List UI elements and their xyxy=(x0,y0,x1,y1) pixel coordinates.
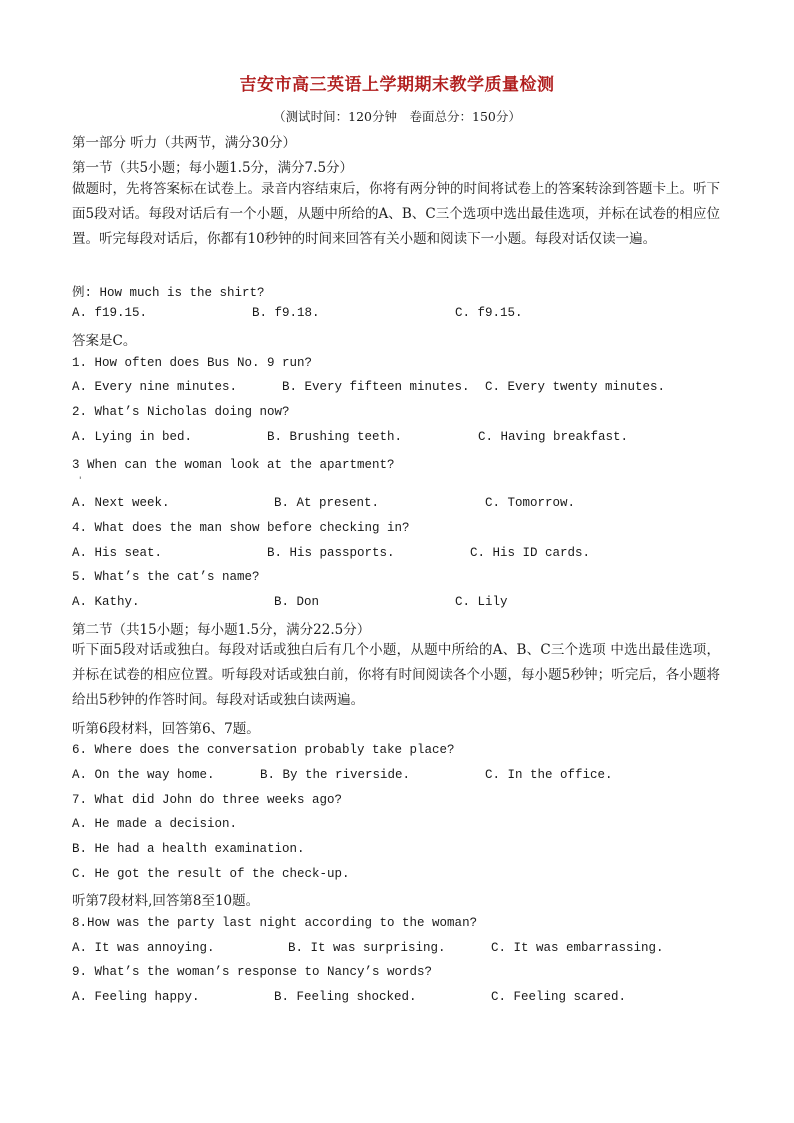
question-9: 9. What’s the woman’s response to Nancy’s words? xyxy=(72,965,433,979)
question-3-option-b: B. At present. xyxy=(274,496,380,510)
example-option-c: C. f9.15. xyxy=(455,306,523,320)
section2-heading: 第二节（共15小题；每小题1.5分，满分22.5分） xyxy=(72,622,371,638)
question-7-option-a: A. He made a decision. xyxy=(72,817,238,831)
question-6: 6. Where does the conversation probably take place? xyxy=(72,743,455,757)
question-1-option-b: B. Every fifteen minutes. xyxy=(282,380,470,394)
example-option-b: B. f9.18. xyxy=(252,306,320,320)
question-6-option-a: A. On the way home. xyxy=(72,768,215,782)
question-2: 2. What’s Nicholas doing now? xyxy=(72,405,290,419)
question-9-option-a: A. Feeling happy. xyxy=(72,990,200,1004)
example-question: 例: How much is the shirt? xyxy=(72,286,265,300)
example-answer: 答案是C。 xyxy=(72,333,137,349)
question-2-option-b: B. Brushing teeth. xyxy=(267,430,403,444)
exam-title: 吉安市高三英语上学期期末教学质量检测 xyxy=(239,75,555,95)
question-7: 7. What did John do three weeks ago? xyxy=(72,793,343,807)
question-4: 4. What does the man show before checking in? xyxy=(72,521,410,535)
example-option-a: A. f19.15. xyxy=(72,306,148,320)
question-1: 1. How often does Bus No. 9 run? xyxy=(72,356,313,370)
section1-instructions: 做题时，先将答案标在试卷上。录音内容结束后，你将有两分钟的时间将试卷上的答案转涂到答题卡上。听下面5段对话。每段对话后有一个小题，从题中所给的A、B、C三个选项中选出最佳选项，并标在试卷的相应位置。听完每段对话后，你都有10秒钟的时间来回答有关小题和阅读下一小题。每段对话仅读一遍。 xyxy=(72,181,720,247)
question-3-option-a: A. Next week. xyxy=(72,496,170,510)
question-6-option-c: C. In the office. xyxy=(485,768,613,782)
question-4-option-b: B. His passports. xyxy=(267,546,395,560)
question-8-option-a: A. It was annoying. xyxy=(72,941,215,955)
material-7-heading: 听第7段材料,回答第8至10题。 xyxy=(72,893,260,909)
question-8-option-c: C. It was embarrassing. xyxy=(491,941,664,955)
question-9-option-b: B. Feeling shocked. xyxy=(274,990,417,1004)
question-8-option-b: B. It was surprising. xyxy=(288,941,446,955)
question-5-option-a: A. Kathy. xyxy=(72,595,140,609)
question-3-option-c: C. Tomorrow. xyxy=(485,496,576,510)
question-3: 3 When can the woman look at the apartment? xyxy=(72,458,395,472)
question-5-option-c: C. Lily xyxy=(455,595,508,609)
section1-heading: 第一节（共5小题；每小题1.5分，满分7.5分） xyxy=(72,160,354,176)
question-2-option-a: A. Lying in bed. xyxy=(72,430,193,444)
question-7-option-c: C. He got the result of the check-up. xyxy=(72,867,350,881)
question-1-option-c: C. Every twenty minutes. xyxy=(485,380,666,394)
question-9-option-c: C. Feeling scared. xyxy=(491,990,627,1004)
stray-mark: ' xyxy=(79,476,82,486)
question-1-option-a: A. Every nine minutes. xyxy=(72,380,238,394)
question-4-option-c: C. His ID cards. xyxy=(470,546,591,560)
question-4-option-a: A. His seat. xyxy=(72,546,163,560)
question-8: 8.How was the party last night according to the woman? xyxy=(72,916,478,930)
exam-subtitle: （测试时间：120分钟 卷面总分：150分） xyxy=(273,109,521,124)
question-7-option-b: B. He had a health examination. xyxy=(72,842,305,856)
material-6-heading: 听第6段材料，回答第6、7题。 xyxy=(72,721,260,737)
question-5: 5. What’s the cat’s name? xyxy=(72,570,260,584)
question-2-option-c: C. Having breakfast. xyxy=(478,430,629,444)
question-6-option-b: B. By the riverside. xyxy=(260,768,411,782)
section2-instructions: 听下面5段对话或独白。每段对话或独白后有几个小题，从题中所给的A、B、C三个选项 中选出最佳选项，并标在试卷的相应位置。听每段对话或独白前，你将有时间阅读各个小题，每小题5秒钟；听完后，各小题将给出5秒钟的作答时间。每段对话或独白读两遍。 xyxy=(72,642,720,708)
question-5-option-b: B. Don xyxy=(274,595,320,609)
part1-heading: 第一部分 听力（共两节，满分30分） xyxy=(72,135,296,151)
